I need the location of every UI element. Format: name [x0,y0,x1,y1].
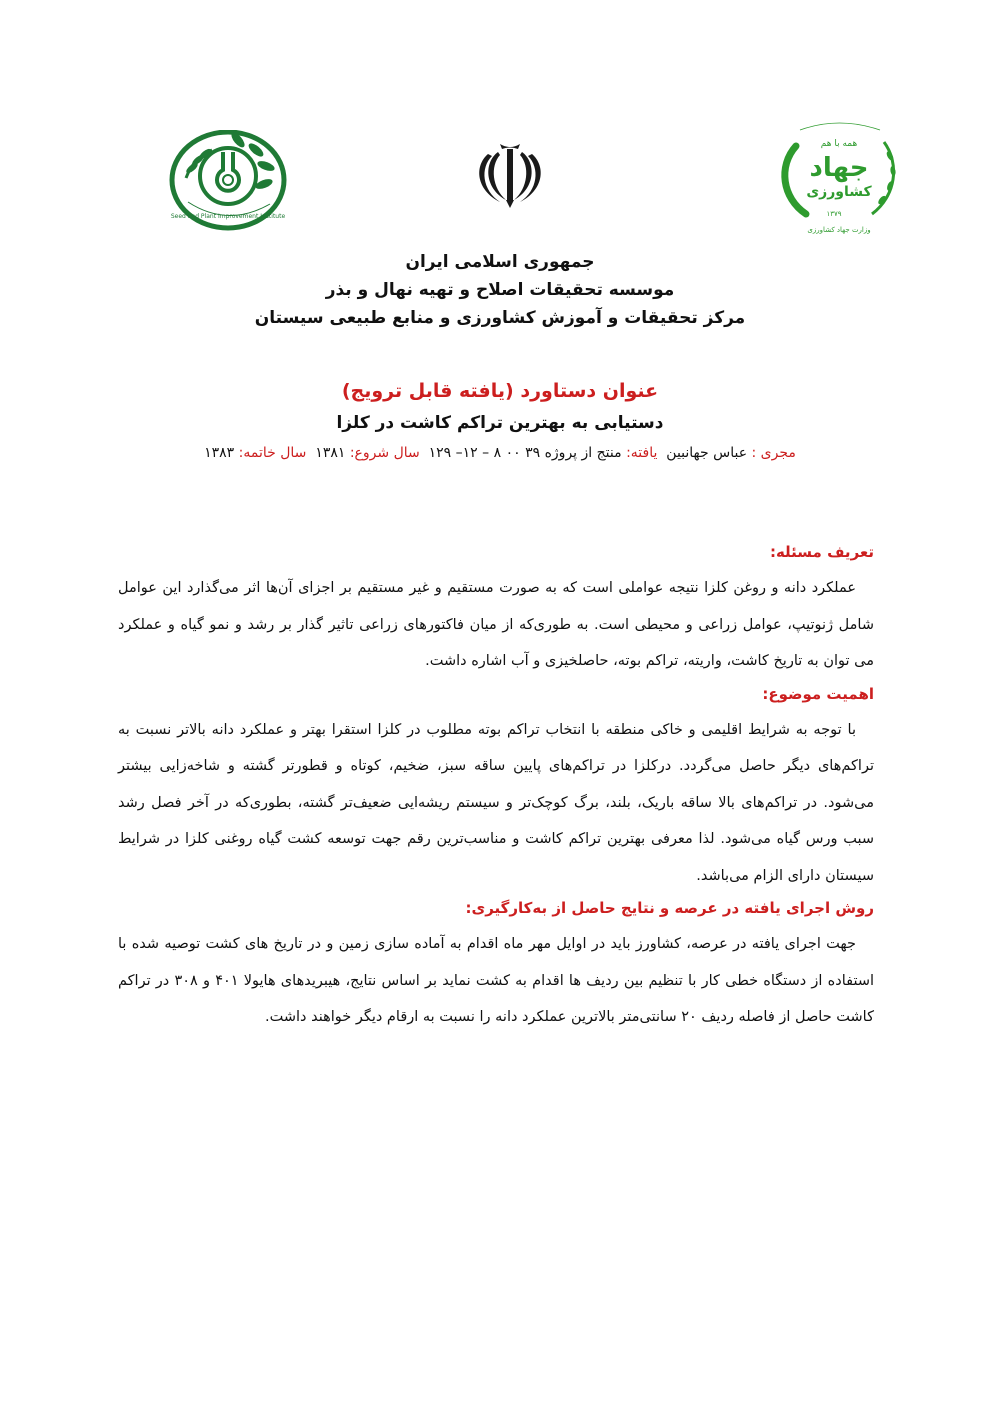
achievement-subtitle: دستیابی به بهترین تراکم کاشت در کلزا [336,413,664,433]
importance-heading: اهمیت موضوع: [762,684,874,703]
finding-value: منتج از پروژه ۳۹ ۰۰ ۸ – ۱۲– ۱۲۹ [428,445,622,461]
finding-label: یافته: [626,445,658,461]
executor-label: مجری : [751,445,796,461]
svg-text:۱۳۷۹: ۱۳۷۹ [826,210,842,218]
institute-name: موسسه تحقیقات اصلاح و تهیه نهال و بذر [325,280,675,300]
implementation-method-text: جهت اجرای یافته در عرصه، کشاورز باید در اوایل مهر ماه اقدام به آماده سازی زمین و در تاریخ های کشت توصیه شده با استفاده از دستگاه خطی کار با تنظیم بین ردیف ها اقدام به کشت نماید بر اساس نتایج، هیبریدهای هایولا ۴۰۱ و ۳۰۸ در تراکم کاشت حاصل از فاصله ردیف ۲۰ سانتی‌متر بالاترین عملکرد دانه را نسبت به ارقام دیگر خواهند داشت. [118,936,874,1025]
svg-text:کشاورزی: کشاورزی [806,184,872,200]
seed-plant-institute-logo-icon [168,130,288,235]
institution-header [150,248,850,332]
start-year-value: ۱۳۸۱ [315,445,346,461]
importance-text: با توجه به شرایط اقلیمی و خاکی منطقه با انتخاب تراکم بوته مطلوب در کلزا استقرا بهتر و عملکرد دانه بالاتر نسبت به تراکم‌های دیگر حاصل می‌گردد. درکلزا در تراکم‌های پایین ساقه سبز، ضخیم، کوتاه و قطورتر گشته و شاخه‌زایی بیشتر می‌شود. در تراکم‌های بالا ساقه باریک، بلند، برگ کوچک‌تر و سیستم ریشه‌ایی ضعیف‌تر گشته، بطوری‌که در آخر فصل رشد سبب ورس گیاه می‌شود. لذا معرفی بهترین تراکم کاشت و مناسب‌ترین رقم جهت توسعه کشت گیاه روغنی کلزا در شرایط سیستان دارای الزام می‌باشد. [118,721,874,884]
problem-definition-text: عملکرد دانه و روغن کلزا نتیجه عواملی است که به صورت مستقیم و غیر مستقیم بر اجزای آن‌ها اثر می‌گذارد این عوامل شامل ژنوتیپ، عوامل زراعی و محیطی است. به طوری‌که از میان فاکتورهای زراعی تاثیر گذار بر رشد و نمو گیاه و عملکرد می توان به تاریخ کاشت، واریته، تراکم بوته، حاصلخیزی و آب اشاره داشت. [118,580,874,669]
implementation-method-heading: روش اجرای یافته در عرصه و نتایج حاصل از به‌کارگیری: [465,899,874,917]
executor-value: عباس جهانبین [666,445,748,461]
problem-definition-heading: تعریف مسئله: [769,543,874,561]
research-center-name: مرکز تحقیقات و آموزش کشاورزی و منابع طبیعی سیستان [254,308,746,328]
jihad-keshavarzi-logo-icon [776,116,902,238]
end-year-value: ۱۳۸۳ [204,445,235,461]
svg-text:جهاد: جهاد [809,153,869,183]
svg-text:همه با هم: همه با هم [820,139,858,149]
document-body [118,538,874,1036]
svg-text:Seed and Plant Improvement Ins: Seed and Plant Improvement Institute [170,213,286,220]
svg-text:وزارت جهاد کشاورزی: وزارت جهاد کشاورزی [807,226,871,234]
end-year-label: سال خاتمه: [238,445,307,461]
country-name: جمهوری اسلامی ایران [405,252,595,272]
achievement-title-block [120,376,880,466]
start-year-label: سال شروع: [349,445,420,461]
project-meta-line [120,440,880,466]
achievement-title: عنوان دستاورد (یافته قابل ترویج) [341,380,659,402]
iran-emblem-icon [470,138,550,210]
